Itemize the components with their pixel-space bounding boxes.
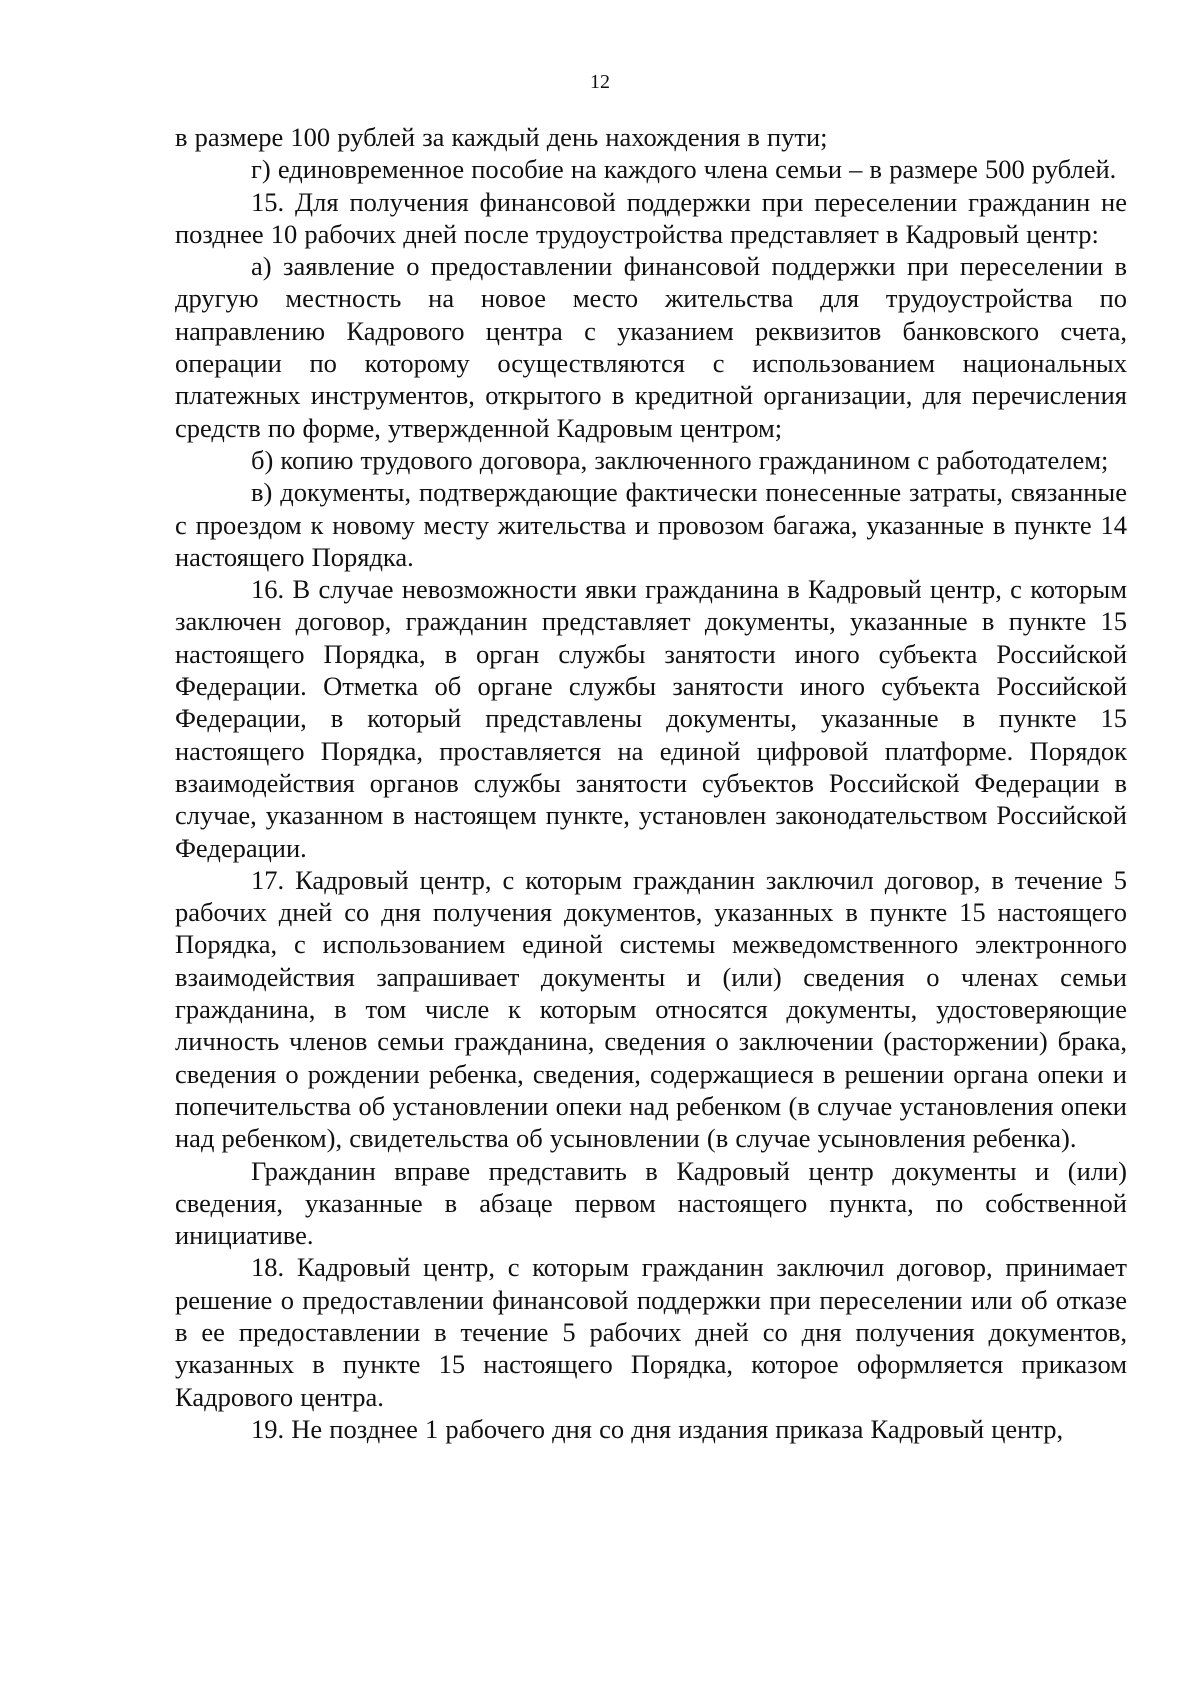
paragraph-p-15-v: в) документы, подтверждающие фактически понесенные затраты, связанные с проездом к новому месту жительства и провозом багажа, указанные в пункте 14 настоящего Порядка. <box>175 477 1127 572</box>
paragraph-p-18: 18. Кадровый центр, с которым гражданин заключил договор, принимает решение о предоставлении финансовой поддержки при переселении или об отказе в ее предоставлении в течение 5 рабочих дней со дня получения документов, указанных в пункте 15 настоящего Порядка, которое оформляется приказом Кадрового центра. <box>175 1252 1127 1412</box>
paragraph-p-15-b: б) копию трудового договора, заключенного гражданином с работодателем; <box>251 444 1109 475</box>
paragraph-p-item-g: г) единовременное пособие на каждого члена семьи – в размере 500 рублей. <box>251 154 1117 185</box>
paragraph-p-15-a: а) заявление о предоставлении финансовой поддержки при переселении в другую местность на новое место жительства для трудоустройства по направлению Кадрового центра с указанием реквизитов банковского счета, операции по которому осуществляются с использованием национальных платежных инструментов, открытого в кредитной организации, для перечисления средств по форме, утвержденной Кадровым центром; <box>175 251 1127 443</box>
document-body <box>175 121 1127 1445</box>
paragraph-p-19: 19. Не позднее 1 рабочего дня со дня издания приказа Кадровый центр, <box>251 1413 1064 1444</box>
paragraph-p-15: 15. Для получения финансовой поддержки при переселении гражданин не позднее 10 рабочих дней после трудоустройства представляет в Кадровый центр: <box>175 186 1127 249</box>
paragraph-p-16: 16. В случае невозможности явки гражданина в Кадровый центр, с которым заключен договор, гражданин представляет документы, указанные в пункте 15 настоящего Порядка, в орган службы занятости иного субъекта Российской Федерации. Отметка об органе службы занятости иного субъекта Российской Федерации, в который представлены документы, указанные в пункте 15 настоящего Порядка, проставляется на единой цифровой платформе. Порядок взаимодействия органов службы занятости субъектов Российской Федерации в случае, указанном в настоящем пункте, установлен законодательством Российской Федерации. <box>175 574 1127 863</box>
paragraph-p-17-2: Гражданин вправе представить в Кадровый центр документы и (или) сведения, указанные в абзаце первом настоящего пункта, по собственной инициативе. <box>175 1155 1127 1251</box>
paragraph-p-continuation: в размере 100 рублей за каждый день нахождения в пути; <box>175 122 828 152</box>
paragraph-p-17: 17. Кадровый центр, с которым гражданин заключил договор, в течение 5 рабочих дней со дня получения документов, указанных в пункте 15 настоящего Порядка, с использованием единой системы межведомственного электронного взаимодействия запрашивает документы и (или) сведения о членах семьи гражданина, в том числе к которым относятся документы, удостоверяющие личность членов семьи гражданина, сведения о заключении (расторжении) брака, сведения о рождении ребенка, сведения, содержащиеся в решении органа опеки и попечительства об установлении опеки над ребенком (в случае установления опеки над ребенком), свидетельства об усыновлении (в случае усыновления ребенка). <box>175 864 1127 1154</box>
page-number: 12 <box>590 71 610 93</box>
